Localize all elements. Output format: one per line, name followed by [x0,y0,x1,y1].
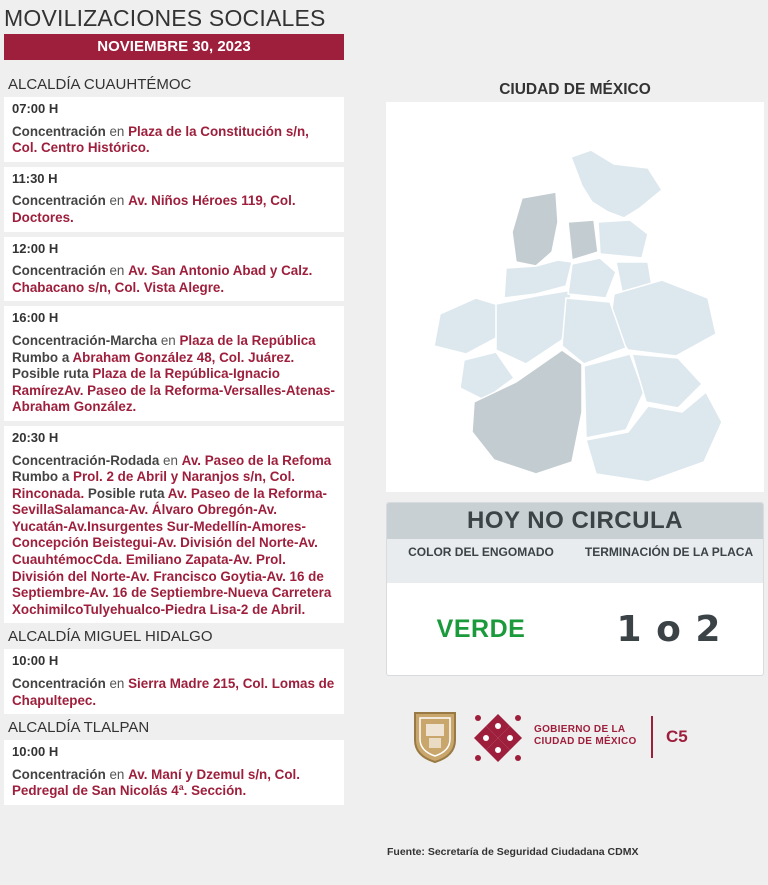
event-text-segment: Plaza de la República [179,332,316,348]
event-time: 07:00 H [12,101,59,116]
event-card [4,306,344,421]
event-text-segment: Concentración-Marcha [12,332,158,348]
info-column [386,78,764,676]
event-card [4,649,344,714]
event-text-segment: Concentración [12,123,106,139]
event-text-segment: Posible ruta [84,485,168,501]
event-text-segment: Prol. 2 de Abril y Naranjos s/n, Col. Rinconada. [12,469,296,501]
borough-tlahuac [632,354,702,408]
event-description [12,767,336,800]
event-card [4,97,344,162]
cdmx-map-graphic [386,102,764,492]
date-banner: NOVIEMBRE 30, 2023 [4,34,344,60]
event-card [4,740,344,805]
borough-iztapalapa [610,280,716,356]
sticker-color-value: VERDE [436,614,526,643]
event-card [4,167,344,232]
borough-benito-juarez [568,258,616,298]
page-title: MOVILIZACIONES SOCIALES [4,5,326,31]
borough-gam [571,150,662,218]
map-title: CIUDAD DE MÉXICO [499,81,651,98]
logo-divider [651,716,653,758]
event-text-segment: Rumbo a [12,469,74,485]
event-text-segment: Concentración [12,676,106,692]
event-text-segment: Av. Maní y Dzemul s/n, Col. Pedregal de San Nicolás 4ª. Sección. [12,766,300,799]
events-list [4,76,344,805]
event-text-segment: Plaza de la Constitución s/n, Col. Centro Histórico. [12,123,309,156]
event-text-segment: Concentración-Rodada [12,452,160,468]
alcaldia-heading: ALCALDÍA TLALPAN [8,719,150,737]
c5-logo: C5 [666,727,688,746]
plate-ending-value: 1 o 2 [616,608,722,650]
event-time: 10:00 H [12,653,59,669]
sticker-color-header: COLOR DEL ENGOMADO [408,545,554,559]
alcaldia-heading: ALCALDÍA MIGUEL HIDALGO [8,628,213,646]
hoy-no-circula-panel [386,502,764,676]
hoy-no-circula-values [387,583,763,675]
event-time: 10:00 H [12,744,59,760]
event-text-segment: en [159,452,182,468]
source-note: Fuente: Secretaría de Seguridad Ciudadana CDMX [387,846,639,858]
event-card [4,237,344,302]
event-time: 11:30 H [12,170,58,186]
event-text-segment: en [105,766,129,782]
event-text-segment: Posible ruta [12,366,93,382]
event-description [12,263,336,296]
event-text-segment: Concentración [12,263,106,279]
hoy-no-circula-title: HOY NO CIRCULA [387,503,763,539]
plate-ending-header: TERMINACIÓN DE LA PLACA [584,545,754,559]
event-text-segment: Concentración [12,766,106,782]
event-text-segment: Rumbo a [12,349,73,365]
event-description [12,193,336,226]
event-description [12,124,336,157]
event-text-segment: Sierra Madre 215, Col. Lomas de Chapultepec. [12,676,335,708]
event-text-segment: Concentración [12,193,106,209]
event-text-segment: en [105,263,129,279]
alcaldia-heading: ALCALDÍA CUAUHTÉMOC [8,76,192,93]
event-description [12,333,336,416]
borough-cuauhtemoc [568,220,598,260]
event-time: 12:00 H [12,240,59,256]
cdmx-map [386,102,764,492]
event-time: 16:00 H [12,310,59,326]
events-column [4,4,344,810]
borough-cuajimalpa [434,298,502,354]
event-text-segment: en [157,332,180,348]
event-time: 20:30 H [12,429,59,445]
event-text-segment: Av. Paseo de la Reforma-SevillaSalamanca-Av. Álvaro Obregón-Av. Yucatán-Av.Insurgentes Sur-Medellín-Amores-Concepción Beistegui-Av. División del Norte-Av. CuauhtémocCda. Emiliano Zapata-Av. Prol. División del Norte-Av. Francisco Goytia-Av. 16 de Septiembre-Av. 16 de Septiembre-Nueva Carretera XochimilcoTulyehualco-Piedra Lisa-2 de Abril. [12,485,332,617]
event-text-segment: en [105,676,129,692]
event-text-segment: Plaza de la República-Ignacio RamírezAv. Paseo de la Reforma-Versalles-Atenas-Abraham González. [12,366,336,415]
event-text-segment: Av. Niños Héroes 119, Col. Doctores. [12,193,296,225]
cdmx-emblem-icon [470,710,526,766]
event-text-segment: Av. Paseo de la Refoma [181,452,332,468]
hoy-no-circula-headers [387,539,763,583]
event-text-segment: en [105,123,129,139]
event-description [12,453,336,619]
event-text-segment: Av. San Antonio Abad y Calz. Chabacano s/n, Col. Vista Alegre. [12,263,313,295]
event-card [4,426,344,624]
government-logos [412,710,712,770]
borough-azcapotzalco [512,192,558,266]
borough-venustiano-carranza [598,220,648,258]
cdmx-shield-logo [412,710,458,764]
event-text-segment: Abraham González 48, Col. Juárez. [72,349,295,365]
gobierno-cdmx-wordmark: GOBIERNO DE LA CIUDAD DE MÉXICO [534,724,637,747]
event-description [12,676,336,709]
event-text-segment: en [105,193,129,209]
